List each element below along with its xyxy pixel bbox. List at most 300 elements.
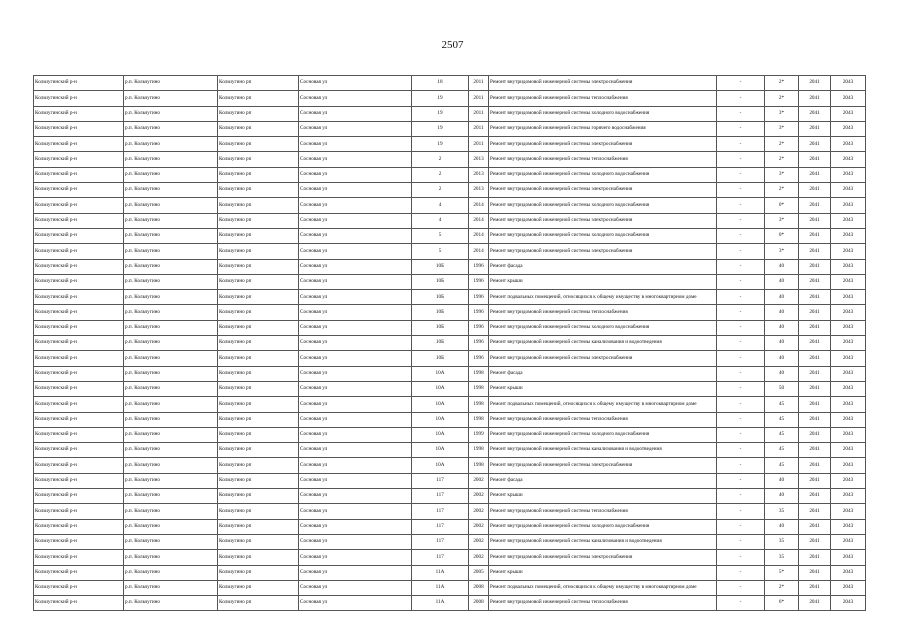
cell-house-number: 10А: [412, 366, 469, 381]
cell-house-number: 11А: [412, 596, 469, 611]
cell-district: Кольчугинский р-н: [34, 412, 124, 427]
cell-district: Кольчугинский р-н: [34, 381, 124, 396]
cell-year-from: 2041: [799, 534, 831, 549]
cell-street: Сосновая ул: [299, 213, 412, 228]
cell-term: 40: [765, 305, 799, 320]
cell-work-type: Ремонт фасада: [489, 366, 717, 381]
cell-settlement: Кольчугино рп: [218, 213, 299, 228]
cell-value-dash: -: [717, 213, 765, 228]
cell-district: Кольчугинский р-н: [34, 91, 124, 106]
cell-term: 3*: [765, 121, 799, 136]
cell-locality: р.п. Кольчугино: [124, 412, 218, 427]
cell-district: Кольчугинский р-н: [34, 534, 124, 549]
cell-locality: р.п. Кольчугино: [124, 458, 218, 473]
cell-term: 35: [765, 504, 799, 519]
cell-settlement: Кольчугино рп: [218, 489, 299, 504]
cell-locality: р.п. Кольчугино: [124, 534, 218, 549]
cell-locality: р.п. Кольчугино: [124, 167, 218, 182]
cell-work-type: Ремонт внутридомовой инженерной системы холодного водоснабжения: [489, 106, 717, 121]
cell-year-to: 2043: [831, 152, 866, 167]
cell-locality: р.п. Кольчугино: [124, 550, 218, 565]
cell-year-from: 2041: [799, 458, 831, 473]
cell-year-to: 2043: [831, 228, 866, 243]
cell-value-dash: -: [717, 290, 765, 305]
cell-year-from: 2041: [799, 351, 831, 366]
cell-value-dash: -: [717, 443, 765, 458]
table-row: [34, 274, 866, 289]
cell-settlement: Кольчугино рп: [218, 443, 299, 458]
cell-house-number: 10Б: [412, 320, 469, 335]
cell-value-dash: -: [717, 580, 765, 595]
cell-year-from: 2041: [799, 244, 831, 259]
cell-work-type: Ремонт крыши: [489, 565, 717, 580]
cell-street: Сосновая ул: [299, 519, 412, 534]
cell-house-number: 19: [412, 106, 469, 121]
cell-value-dash: -: [717, 167, 765, 182]
cell-house-number: 19: [412, 91, 469, 106]
cell-settlement: Кольчугино рп: [218, 534, 299, 549]
cell-settlement: Кольчугино рп: [218, 305, 299, 320]
cell-locality: р.п. Кольчугино: [124, 580, 218, 595]
cell-year: 2014: [469, 228, 489, 243]
cell-term: 45: [765, 427, 799, 442]
cell-district: Кольчугинский р-н: [34, 320, 124, 335]
cell-year-from: 2041: [799, 412, 831, 427]
cell-house-number: 10Б: [412, 274, 469, 289]
cell-year-from: 2041: [799, 121, 831, 136]
cell-year-to: 2043: [831, 213, 866, 228]
cell-year-from: 2041: [799, 596, 831, 611]
table-row: [34, 366, 866, 381]
cell-year-to: 2043: [831, 320, 866, 335]
cell-locality: р.п. Кольчугино: [124, 198, 218, 213]
cell-work-type: Ремонт внутридомовой инженерной системы теплоснабжения: [489, 412, 717, 427]
cell-work-type: Ремонт внутридомовой инженерной системы электроснабжения: [489, 213, 717, 228]
cell-value-dash: -: [717, 366, 765, 381]
cell-value-dash: -: [717, 504, 765, 519]
cell-house-number: 4: [412, 198, 469, 213]
cell-locality: р.п. Кольчугино: [124, 351, 218, 366]
cell-year-from: 2041: [799, 519, 831, 534]
cell-year-from: 2041: [799, 152, 831, 167]
cell-locality: р.п. Кольчугино: [124, 336, 218, 351]
cell-locality: р.п. Кольчугино: [124, 381, 218, 396]
cell-locality: р.п. Кольчугино: [124, 228, 218, 243]
cell-work-type: Ремонт внутридомовой инженерной системы теплоснабжения: [489, 91, 717, 106]
table-row: [34, 596, 866, 611]
cell-value-dash: -: [717, 320, 765, 335]
cell-value-dash: -: [717, 534, 765, 549]
cell-term: 0*: [765, 198, 799, 213]
cell-year: 2008: [469, 580, 489, 595]
cell-street: Сосновая ул: [299, 290, 412, 305]
cell-street: Сосновая ул: [299, 550, 412, 565]
cell-settlement: Кольчугино рп: [218, 336, 299, 351]
cell-house-number: 10Б: [412, 290, 469, 305]
cell-house-number: 10А: [412, 381, 469, 396]
cell-value-dash: -: [717, 137, 765, 152]
cell-street: Сосновая ул: [299, 183, 412, 198]
cell-street: Сосновая ул: [299, 381, 412, 396]
cell-term: 45: [765, 443, 799, 458]
cell-year: 2011: [469, 121, 489, 136]
cell-year-to: 2043: [831, 91, 866, 106]
cell-work-type: Ремонт внутридомовой инженерной системы электроснабжения: [489, 244, 717, 259]
cell-settlement: Кольчугино рп: [218, 320, 299, 335]
cell-district: Кольчугинский р-н: [34, 458, 124, 473]
cell-locality: р.п. Кольчугино: [124, 137, 218, 152]
cell-work-type: Ремонт внутридомовой инженерной системы теплоснабжения: [489, 504, 717, 519]
cell-district: Кольчугинский р-н: [34, 152, 124, 167]
cell-work-type: Ремонт внутридомовой инженерной системы горячего водоснабжения: [489, 121, 717, 136]
cell-value-dash: -: [717, 121, 765, 136]
cell-year-to: 2043: [831, 596, 866, 611]
cell-year-from: 2041: [799, 550, 831, 565]
cell-house-number: 10А: [412, 412, 469, 427]
cell-settlement: Кольчугино рп: [218, 76, 299, 91]
cell-street: Сосновая ул: [299, 351, 412, 366]
cell-settlement: Кольчугино рп: [218, 259, 299, 274]
cell-district: Кольчугинский р-н: [34, 351, 124, 366]
cell-house-number: 10А: [412, 397, 469, 412]
cell-district: Кольчугинский р-н: [34, 504, 124, 519]
cell-term: 40: [765, 351, 799, 366]
cell-term: 45: [765, 412, 799, 427]
cell-year: 2002: [469, 519, 489, 534]
cell-year: 1996: [469, 290, 489, 305]
cell-street: Сосновая ул: [299, 473, 412, 488]
cell-year: 1998: [469, 397, 489, 412]
cell-year-to: 2043: [831, 244, 866, 259]
cell-term: 2*: [765, 76, 799, 91]
cell-locality: р.п. Кольчугино: [124, 366, 218, 381]
cell-house-number: 10А: [412, 443, 469, 458]
cell-locality: р.п. Кольчугино: [124, 427, 218, 442]
table-row: [34, 381, 866, 396]
cell-term: 40: [765, 336, 799, 351]
cell-value-dash: -: [717, 458, 765, 473]
table-row: [34, 580, 866, 595]
table-row: [34, 412, 866, 427]
cell-year-to: 2043: [831, 366, 866, 381]
cell-year-to: 2043: [831, 489, 866, 504]
table-row: [34, 550, 866, 565]
cell-term: 2*: [765, 137, 799, 152]
cell-term: 40: [765, 320, 799, 335]
cell-settlement: Кольчугино рп: [218, 228, 299, 243]
cell-term: 35: [765, 534, 799, 549]
cell-district: Кольчугинский р-н: [34, 228, 124, 243]
cell-value-dash: -: [717, 152, 765, 167]
cell-year-to: 2043: [831, 305, 866, 320]
cell-work-type: Ремонт внутридомовой инженерной системы холодного водоснабжения: [489, 427, 717, 442]
page-number: 2507: [441, 39, 464, 51]
cell-house-number: 18: [412, 76, 469, 91]
cell-district: Кольчугинский р-н: [34, 244, 124, 259]
cell-locality: р.п. Кольчугино: [124, 152, 218, 167]
table-row: [34, 473, 866, 488]
cell-settlement: Кольчугино рп: [218, 565, 299, 580]
cell-term: 3*: [765, 213, 799, 228]
cell-house-number: 117: [412, 489, 469, 504]
cell-year-to: 2043: [831, 580, 866, 595]
cell-term: 45: [765, 397, 799, 412]
cell-year-from: 2041: [799, 76, 831, 91]
table-row: [34, 228, 866, 243]
cell-work-type: Ремонт внутридомовой инженерной системы канализования и водоотведения: [489, 534, 717, 549]
cell-work-type: Ремонт внутридомовой инженерной системы электроснабжения: [489, 183, 717, 198]
cell-house-number: 5: [412, 244, 469, 259]
cell-year-from: 2041: [799, 198, 831, 213]
cell-year: 2014: [469, 198, 489, 213]
cell-year: 2002: [469, 489, 489, 504]
cell-district: Кольчугинский р-н: [34, 167, 124, 182]
cell-value-dash: -: [717, 519, 765, 534]
cell-term: 3*: [765, 106, 799, 121]
cell-settlement: Кольчугино рп: [218, 519, 299, 534]
cell-value-dash: -: [717, 596, 765, 611]
cell-year-from: 2041: [799, 443, 831, 458]
cell-district: Кольчугинский р-н: [34, 580, 124, 595]
cell-term: 6*: [765, 596, 799, 611]
cell-term: 2*: [765, 152, 799, 167]
cell-house-number: 117: [412, 519, 469, 534]
cell-year: 2011: [469, 91, 489, 106]
cell-term: 40: [765, 489, 799, 504]
cell-work-type: Ремонт фасада: [489, 473, 717, 488]
cell-year: 2011: [469, 76, 489, 91]
cell-year-to: 2043: [831, 259, 866, 274]
cell-house-number: 2: [412, 167, 469, 182]
cell-district: Кольчугинский р-н: [34, 290, 124, 305]
cell-year-to: 2043: [831, 412, 866, 427]
cell-work-type: Ремонт подвальных помещений, относящихся к общему имуществу в многоквартирном доме: [489, 580, 717, 595]
table-row: [34, 76, 866, 91]
cell-street: Сосновая ул: [299, 244, 412, 259]
cell-street: Сосновая ул: [299, 427, 412, 442]
cell-street: Сосновая ул: [299, 534, 412, 549]
cell-term: 35: [765, 550, 799, 565]
cell-value-dash: -: [717, 565, 765, 580]
cell-street: Сосновая ул: [299, 137, 412, 152]
cell-district: Кольчугинский р-н: [34, 397, 124, 412]
cell-district: Кольчугинский р-н: [34, 366, 124, 381]
cell-street: Сосновая ул: [299, 504, 412, 519]
cell-settlement: Кольчугино рп: [218, 137, 299, 152]
cell-house-number: 2: [412, 183, 469, 198]
table-row: [34, 183, 866, 198]
cell-settlement: Кольчугино рп: [218, 381, 299, 396]
cell-work-type: Ремонт внутридомовой инженерной системы теплоснабжения: [489, 305, 717, 320]
cell-year-to: 2043: [831, 167, 866, 182]
cell-district: Кольчугинский р-н: [34, 473, 124, 488]
cell-settlement: Кольчугино рп: [218, 366, 299, 381]
cell-locality: р.п. Кольчугино: [124, 596, 218, 611]
cell-value-dash: -: [717, 397, 765, 412]
cell-locality: р.п. Кольчугино: [124, 259, 218, 274]
cell-street: Сосновая ул: [299, 305, 412, 320]
table-row: [34, 489, 866, 504]
cell-year-to: 2043: [831, 381, 866, 396]
cell-locality: р.п. Кольчугино: [124, 397, 218, 412]
cell-year: 1996: [469, 274, 489, 289]
cell-locality: р.п. Кольчугино: [124, 320, 218, 335]
cell-settlement: Кольчугино рп: [218, 596, 299, 611]
cell-house-number: 10А: [412, 458, 469, 473]
cell-value-dash: -: [717, 228, 765, 243]
cell-house-number: 19: [412, 121, 469, 136]
cell-year-to: 2043: [831, 534, 866, 549]
table-row: [34, 336, 866, 351]
cell-year-to: 2043: [831, 183, 866, 198]
cell-year-from: 2041: [799, 320, 831, 335]
cell-value-dash: -: [717, 351, 765, 366]
table-row: [34, 152, 866, 167]
cell-term: 40: [765, 366, 799, 381]
cell-year-to: 2043: [831, 290, 866, 305]
cell-district: Кольчугинский р-н: [34, 274, 124, 289]
cell-year: 1998: [469, 412, 489, 427]
cell-locality: р.п. Кольчугино: [124, 106, 218, 121]
cell-term: 2*: [765, 183, 799, 198]
cell-district: Кольчугинский р-н: [34, 427, 124, 442]
cell-year-to: 2043: [831, 137, 866, 152]
cell-year-from: 2041: [799, 91, 831, 106]
cell-district: Кольчугинский р-н: [34, 106, 124, 121]
cell-term: 5*: [765, 565, 799, 580]
cell-year-to: 2043: [831, 198, 866, 213]
cell-value-dash: -: [717, 259, 765, 274]
cell-locality: р.п. Кольчугино: [124, 504, 218, 519]
cell-settlement: Кольчугино рп: [218, 427, 299, 442]
table-row: [34, 443, 866, 458]
cell-value-dash: -: [717, 489, 765, 504]
cell-year-from: 2041: [799, 213, 831, 228]
cell-locality: р.п. Кольчугино: [124, 443, 218, 458]
cell-district: Кольчугинский р-н: [34, 443, 124, 458]
cell-term: 2*: [765, 91, 799, 106]
cell-work-type: Ремонт внутридомовой инженерной системы электроснабжения: [489, 550, 717, 565]
table-row: [34, 290, 866, 305]
cell-year: 1998: [469, 366, 489, 381]
cell-locality: р.п. Кольчугино: [124, 121, 218, 136]
cell-street: Сосновая ул: [299, 458, 412, 473]
cell-work-type: Ремонт внутридомовой инженерной системы электроснабжения: [489, 458, 717, 473]
cell-house-number: 10Б: [412, 305, 469, 320]
cell-year: 2005: [469, 565, 489, 580]
cell-year: 2002: [469, 534, 489, 549]
cell-work-type: Ремонт подвальных помещений, относящихся к общему имуществу в многоквартирном доме: [489, 397, 717, 412]
cell-term: 3*: [765, 167, 799, 182]
cell-house-number: 117: [412, 473, 469, 488]
cell-street: Сосновая ул: [299, 580, 412, 595]
cell-value-dash: -: [717, 412, 765, 427]
table-row: [34, 458, 866, 473]
cell-term: 3*: [765, 244, 799, 259]
cell-year-from: 2041: [799, 580, 831, 595]
cell-year-from: 2041: [799, 336, 831, 351]
cell-locality: р.п. Кольчугино: [124, 213, 218, 228]
cell-year: 1998: [469, 458, 489, 473]
table-row: [34, 167, 866, 182]
cell-year-from: 2041: [799, 473, 831, 488]
cell-district: Кольчугинский р-н: [34, 259, 124, 274]
cell-value-dash: -: [717, 106, 765, 121]
cell-value-dash: -: [717, 76, 765, 91]
cell-street: Сосновая ул: [299, 259, 412, 274]
cell-year: 1998: [469, 443, 489, 458]
cell-value-dash: -: [717, 183, 765, 198]
cell-term: 40: [765, 259, 799, 274]
cell-house-number: 117: [412, 534, 469, 549]
cell-work-type: Ремонт внутридомовой инженерной системы электроснабжения: [489, 76, 717, 91]
table-row: [34, 91, 866, 106]
cell-value-dash: -: [717, 381, 765, 396]
cell-work-type: Ремонт внутридомовой инженерной системы холодного водоснабжения: [489, 167, 717, 182]
cell-house-number: 10Б: [412, 336, 469, 351]
cell-settlement: Кольчугино рп: [218, 351, 299, 366]
table-row: [34, 519, 866, 534]
cell-district: Кольчугинский р-н: [34, 198, 124, 213]
cell-district: Кольчугинский р-н: [34, 213, 124, 228]
cell-district: Кольчугинский р-н: [34, 550, 124, 565]
cell-year-to: 2043: [831, 565, 866, 580]
cell-year-to: 2043: [831, 443, 866, 458]
cell-settlement: Кольчугино рп: [218, 121, 299, 136]
cell-district: Кольчугинский р-н: [34, 565, 124, 580]
cell-value-dash: -: [717, 91, 765, 106]
cell-year-from: 2041: [799, 381, 831, 396]
cell-year-from: 2041: [799, 366, 831, 381]
cell-street: Сосновая ул: [299, 489, 412, 504]
cell-value-dash: -: [717, 427, 765, 442]
cell-street: Сосновая ул: [299, 121, 412, 136]
repair-schedule-table: [33, 75, 866, 611]
cell-term: 40: [765, 274, 799, 289]
cell-district: Кольчугинский р-н: [34, 137, 124, 152]
table-row: [34, 504, 866, 519]
cell-settlement: Кольчугино рп: [218, 473, 299, 488]
cell-year-to: 2043: [831, 519, 866, 534]
cell-locality: р.п. Кольчугино: [124, 473, 218, 488]
cell-year-to: 2043: [831, 351, 866, 366]
cell-year-from: 2041: [799, 183, 831, 198]
cell-work-type: Ремонт внутридомовой инженерной системы канализования и водоотведения: [489, 443, 717, 458]
cell-work-type: Ремонт внутридомовой инженерной системы холодного водоснабжения: [489, 519, 717, 534]
cell-work-type: Ремонт внутридомовой инженерной системы теплоснабжения: [489, 152, 717, 167]
cell-year: 1996: [469, 320, 489, 335]
table-row: [34, 259, 866, 274]
cell-term: 45: [765, 458, 799, 473]
cell-locality: р.п. Кольчугино: [124, 489, 218, 504]
cell-year: 1996: [469, 305, 489, 320]
cell-year-to: 2043: [831, 274, 866, 289]
cell-term: 40: [765, 290, 799, 305]
cell-house-number: 117: [412, 504, 469, 519]
cell-locality: р.п. Кольчугино: [124, 183, 218, 198]
cell-year-from: 2041: [799, 489, 831, 504]
cell-year-from: 2041: [799, 397, 831, 412]
cell-value-dash: -: [717, 473, 765, 488]
cell-street: Сосновая ул: [299, 198, 412, 213]
cell-year-from: 2041: [799, 305, 831, 320]
cell-value-dash: -: [717, 336, 765, 351]
cell-year: 2008: [469, 596, 489, 611]
cell-house-number: 2: [412, 152, 469, 167]
cell-district: Кольчугинский р-н: [34, 76, 124, 91]
cell-house-number: 117: [412, 550, 469, 565]
cell-year-from: 2041: [799, 137, 831, 152]
